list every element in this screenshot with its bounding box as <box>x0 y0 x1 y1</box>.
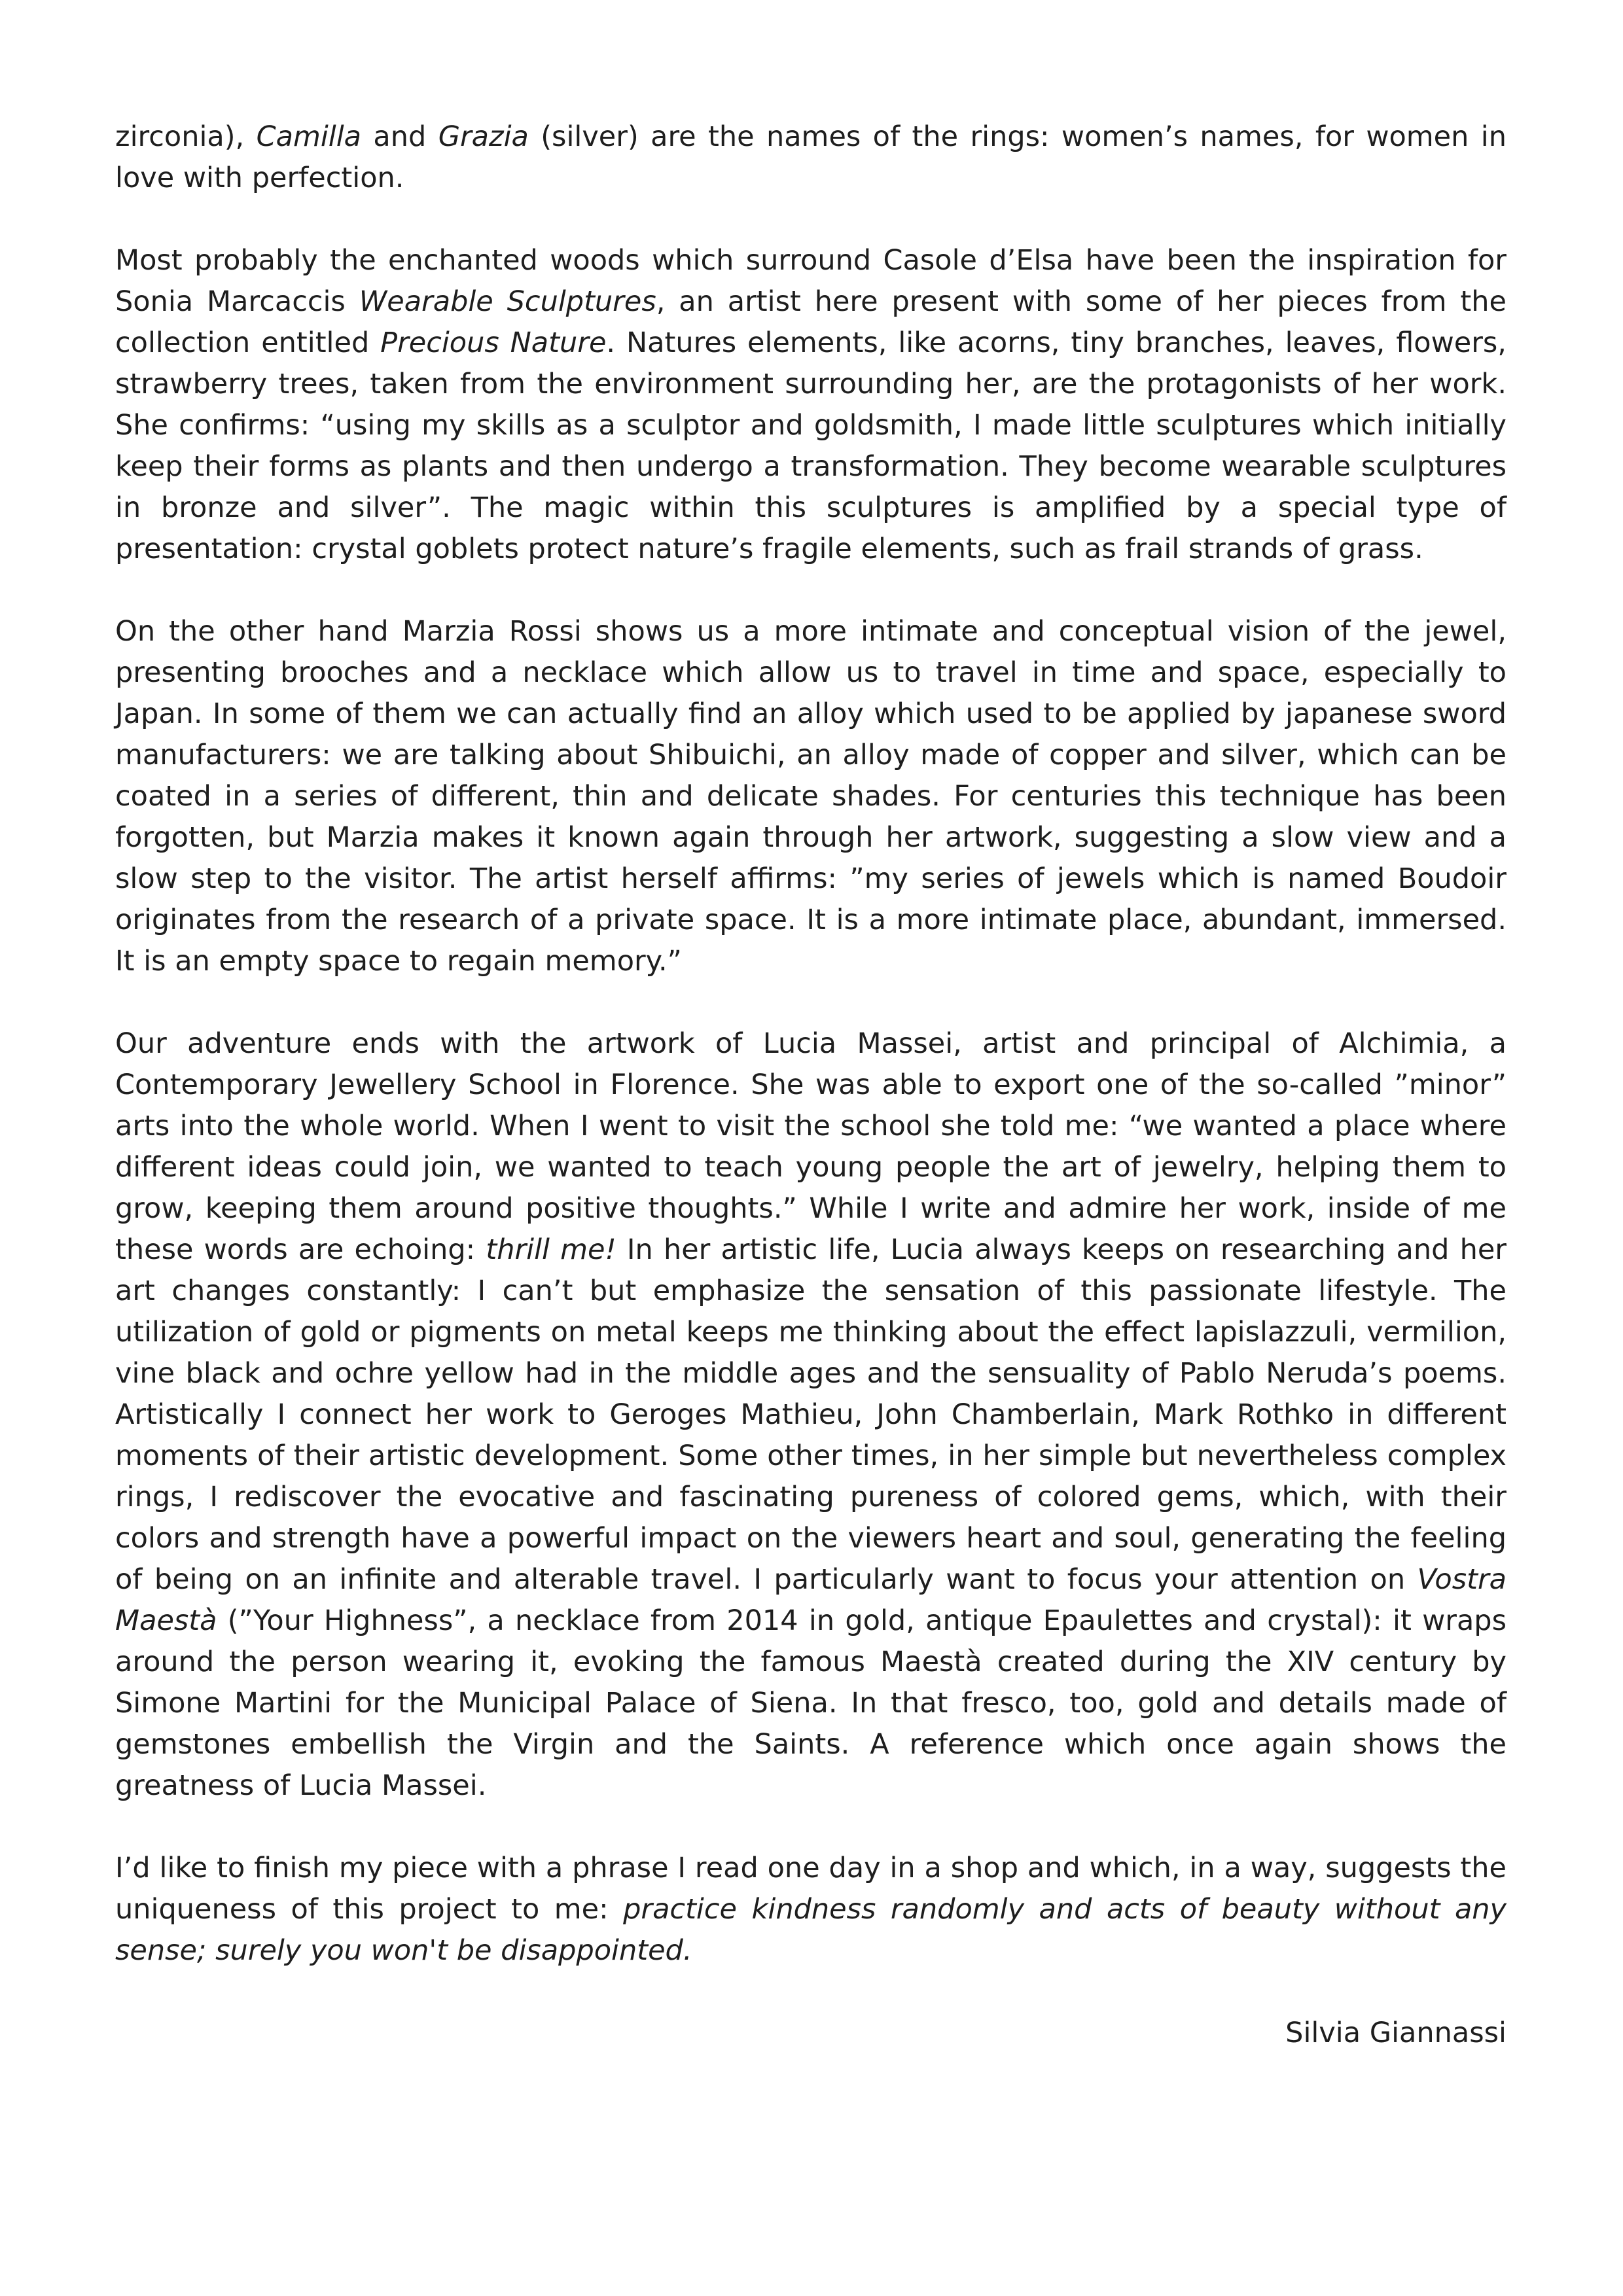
text-run: In her artistic life, Lucia always keeps on researching and her art changes constantly: I can’t but emphasize the sensation of this passionate lifestyle. The utilization of gold or pigments on metal keeps me thinking about the effect lapislazzuli, vermilion, vine black and ochre yellow had in the middle ages and the sensuality of Pablo Neruda’s poems. Artistically I connect her work to Geroges Mathieu, John Chamberlain, Mark Rothko in different moments of their artistic development. Some other times, in her simple but nevertheless complex rings, I rediscover the evocative and fascinating pureness of colored gems, which, with their colors and strength have a powerful impact on the viewers heart and soul, generating the feeling of being on an infinite and alterable travel. I particularly want to focus your attention on <box>115 1233 1507 1596</box>
author-signature: Silvia Giannassi <box>1285 2017 1507 2049</box>
article-body <box>115 116 1507 2054</box>
closing-quote: practice kindness randomly and acts of beauty without any sense; surely you won't be disappointed. <box>115 1893 1507 1967</box>
paragraph-sonia-marcacci <box>115 240 1507 570</box>
text-run: Our adventure ends with the artwork of Lucia Massei, artist and principal of Alchimia, a Contemporary Jewellery School in Florence. She was able to export one of the so-called ”minor” arts into the whole world. When I went to visit the school she told me: “we wanted a place where different ideas could join, we wanted to teach young people the art of jewelry, helping them to grow, keeping them around positive thoughts.” While I write and admire her work, inside of me these words are echoing: <box>115 1027 1507 1266</box>
paragraph-marzia-rossi: On the other hand Marzia Rossi shows us a more intimate and conceptual vision of the jewel, presenting brooches and a necklace which allow us to travel in time and space, especially to Japan. In some of them we can actually find an alloy which used to be applied by japanese sword manufacturers: we are talking about Shibuichi, an alloy made of copper and silver, which can be coated in a series of different, thin and delicate shades. For centuries this technique has been forgotten, but Marzia makes it known again through her artwork, suggesting a slow view and a slow step to the visitor. The artist herself affirms: ”my series of jewels which is named Boudoir originates from the research of a private space. It is a more intimate place, abundant, immersed. It is an empty space to regain memory.” <box>115 615 1507 978</box>
text-run: Most probably the enchanted woods which surround Casole d’Elsa have been the inspiration for Sonia Marcaccis <box>115 244 1507 318</box>
paragraph-lucia-massei <box>115 1023 1507 1807</box>
title-wearable-sculptures: Wearable Sculptures <box>359 285 656 318</box>
text-run: , an artist here present with some of her pieces from the collection entitled <box>115 285 1507 359</box>
ring-name-grazia: Grazia <box>438 120 529 153</box>
text-run: zirconia), <box>115 120 257 153</box>
text-run: (silver) are the names of the rings: women’s names, for women in love with perfection. <box>115 120 1507 194</box>
ring-name-camilla: Camilla <box>256 120 362 153</box>
text-run: I’d like to finish my piece with a phrase I read one day in a shop and which, in a way, suggests the uniqueness of this project to me: <box>115 1852 1507 1926</box>
paragraph-closing <box>115 1848 1507 1971</box>
paragraph-rings <box>115 116 1507 199</box>
quote-thrill-me: thrill me! <box>486 1233 616 1266</box>
title-precious-nature: Precious Nature <box>380 327 607 359</box>
text-run: and <box>361 120 438 153</box>
text-run: (”Your Highness”, a necklace from 2014 in gold, antique Epaulettes and crystal): it wraps around the person wearing it, evoking the famous Maestà created during the XIV century by Simone Martini for the Municipal Palace of Siena. In that fresco, too, gold and details made of gemstones embellish the Virgin and the Saints. A reference which once again shows the greatness of Lucia Massei. <box>115 1604 1507 1802</box>
title-vostra-maesta: Vostra Maestà <box>115 1563 1507 1637</box>
text-run: . Natures elements, like acorns, tiny branches, leaves, flowers, strawberry trees, taken from the environment surrounding her, are the protagonists of her work. She confirms: “using my skills as a sculptor and goldsmith, I made little sculptures which initially keep their forms as plants and then undergo a transformation. They become wearable sculptures in bronze and silver”. The magic within this sculptures is amplified by a special type of presentation: crystal goblets protect nature’s fragile elements, such as frail strands of grass. <box>115 327 1507 565</box>
